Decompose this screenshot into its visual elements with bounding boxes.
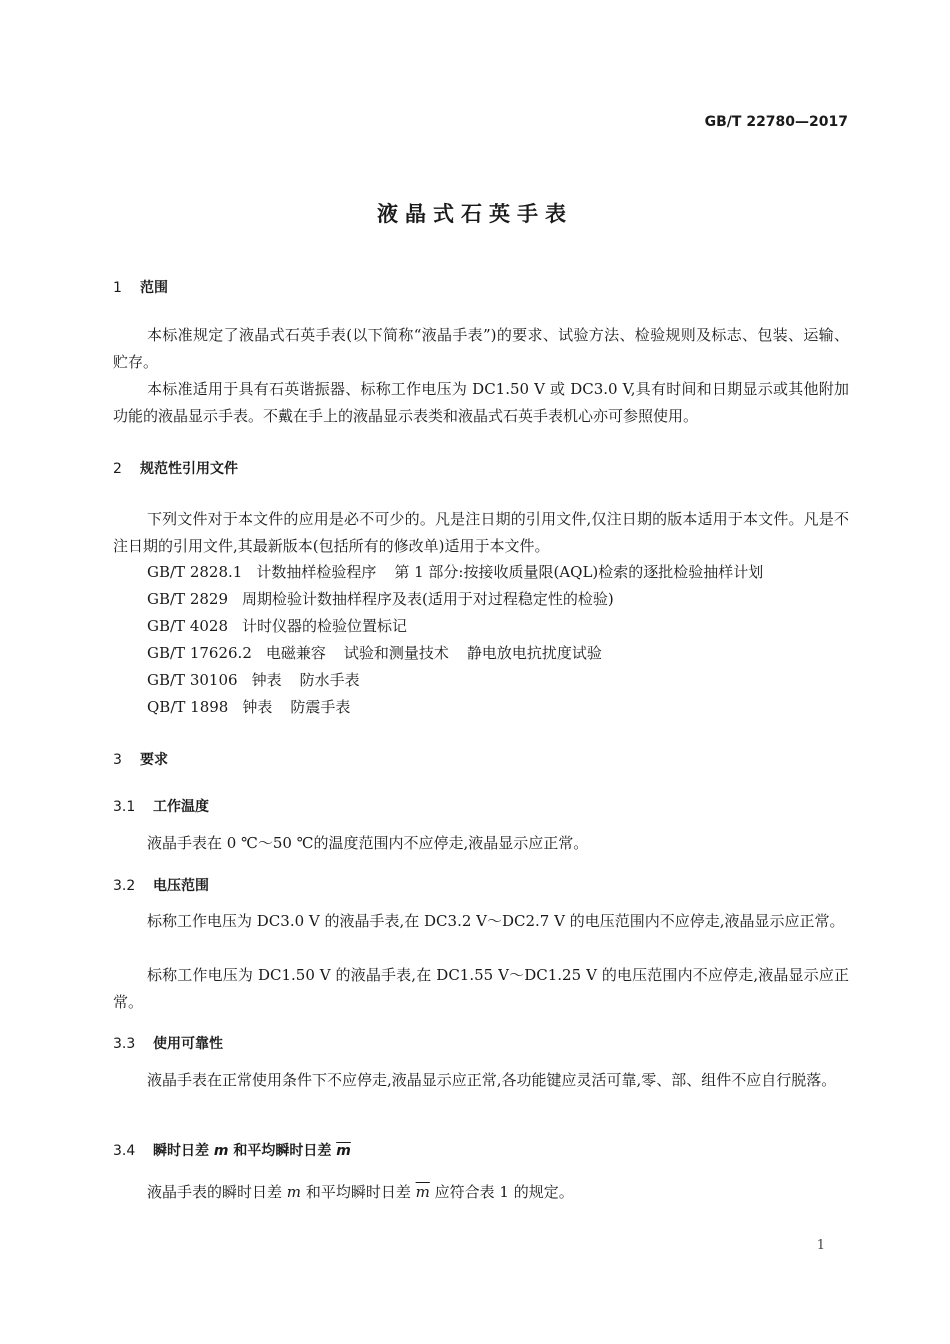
section-title: 要求 — [140, 752, 168, 768]
section-title: 范围 — [140, 280, 168, 296]
symbol-m: m — [286, 1183, 302, 1201]
subsection-title-part-a: 瞬时日差 — [153, 1143, 209, 1159]
section-number: 1 — [113, 280, 122, 296]
reference-code: QB/T 1898 — [147, 698, 229, 716]
section-number: 2 — [113, 461, 122, 477]
symbol-m-bar: $\overline{m}$ — [415, 1183, 430, 1201]
document-title: 液晶式石英手表 — [377, 202, 573, 226]
section-1-paragraph-1: 本标准规定了液晶式石英手表(以下简称“液晶手表”)的要求、试验方法、检验规则及标志、包装、运输、贮存。 — [113, 326, 849, 371]
paragraph-text-b: 和平均瞬时日差 — [305, 1183, 411, 1201]
subsection-title: 电压范围 — [153, 878, 209, 894]
reference-code: GB/T 4028 — [147, 617, 229, 635]
subsection-title: 工作温度 — [153, 799, 209, 815]
subsection-title-part-b: 和平均瞬时日差 — [233, 1143, 332, 1159]
section-1-paragraph-2: 本标准适用于具有石英谐振器、标称工作电压为 DC1.50 V 或 DC3.0 V,具有时间和日期显示或其他附加功能的液晶显示手表。不戴在手上的液晶显示表类和液晶式石英手表机心亦可参照使用。 — [113, 380, 849, 425]
reference-subtitle: 试验和测量技术 — [343, 644, 449, 662]
section-2-heading — [113, 458, 238, 478]
subsection-3-2-heading — [113, 875, 209, 895]
subsection-3-3-paragraph: 液晶手表在正常使用条件下不应停走,液晶显示应正常,各功能键应灵活可靠,零、部、组件不应自行脱落。 — [147, 1071, 837, 1089]
subsection-number: 3.1 — [113, 799, 136, 815]
section-3-heading — [113, 749, 168, 769]
reference-code: GB/T 2829 — [147, 590, 229, 608]
subsection-number: 3.2 — [113, 878, 136, 894]
reference-title: 计时仪器的检验位置标记 — [242, 617, 408, 635]
subsection-3-2-paragraph-2: 标称工作电压为 DC1.50 V 的液晶手表,在 DC1.55 V～DC1.25 V 的电压范围内不应停走,液晶显示应正常。 — [113, 966, 849, 1011]
subsection-3-1-paragraph: 液晶手表在 0 ℃～50 ℃的温度范围内不应停走,液晶显示应正常。 — [147, 834, 589, 852]
subsection-3-2-paragraph-1: 标称工作电压为 DC3.0 V 的液晶手表,在 DC3.2 V～DC2.7 V 的电压范围内不应停走,液晶显示应正常。 — [147, 912, 845, 930]
reference-subtitle: 防水手表 — [299, 671, 360, 689]
normative-references-list — [147, 559, 847, 721]
reference-item — [147, 694, 847, 721]
reference-item — [147, 613, 847, 640]
subsection-3-1-heading — [113, 796, 209, 816]
standard-code: GB/T 22780—2017 — [704, 114, 848, 130]
paragraph-text-c: 应符合表 1 的规定。 — [434, 1183, 574, 1201]
reference-title: 周期检验计数抽样程序及表(适用于对过程稳定性的检验) — [242, 590, 614, 608]
page-number: 1 — [816, 1238, 825, 1253]
subsection-title: 使用可靠性 — [153, 1036, 223, 1052]
reference-code: GB/T 30106 — [147, 671, 238, 689]
reference-item — [147, 667, 847, 694]
reference-item — [147, 586, 847, 613]
reference-title: 电磁兼容 — [265, 644, 326, 662]
subsection-3-4-heading — [113, 1140, 351, 1160]
symbol-m-bar: $\overline{m}$ — [336, 1143, 351, 1159]
section-number: 3 — [113, 752, 122, 768]
reference-item — [147, 559, 847, 586]
symbol-m: m — [213, 1143, 229, 1159]
reference-subtitle: 第 1 部分:按接收质量限(AQL)检索的逐批检验抽样计划 — [394, 563, 764, 581]
reference-title: 钟表 — [242, 698, 273, 716]
reference-code: GB/T 17626.2 — [147, 644, 252, 662]
subsection-3-4-paragraph — [113, 1179, 849, 1206]
reference-subtitle: 防震手表 — [290, 698, 351, 716]
section-1-heading — [113, 277, 168, 297]
subsection-3-3-heading — [113, 1033, 223, 1053]
section-2-paragraph-1: 下列文件对于本文件的应用是必不可少的。凡是注日期的引用文件,仅注日期的版本适用于本文件。凡是不注日期的引用文件,其最新版本(包括所有的修改单)适用于本文件。 — [113, 510, 849, 555]
reference-code: GB/T 2828.1 — [147, 563, 243, 581]
subsection-number: 3.4 — [113, 1143, 136, 1159]
reference-title: 计数抽样检验程序 — [256, 563, 377, 581]
reference-title: 钟表 — [251, 671, 282, 689]
reference-subtitle-2: 静电放电抗扰度试验 — [466, 644, 602, 662]
reference-item — [147, 640, 847, 667]
subsection-number: 3.3 — [113, 1036, 136, 1052]
paragraph-text-a: 液晶手表的瞬时日差 — [147, 1183, 283, 1201]
section-title: 规范性引用文件 — [140, 461, 238, 477]
